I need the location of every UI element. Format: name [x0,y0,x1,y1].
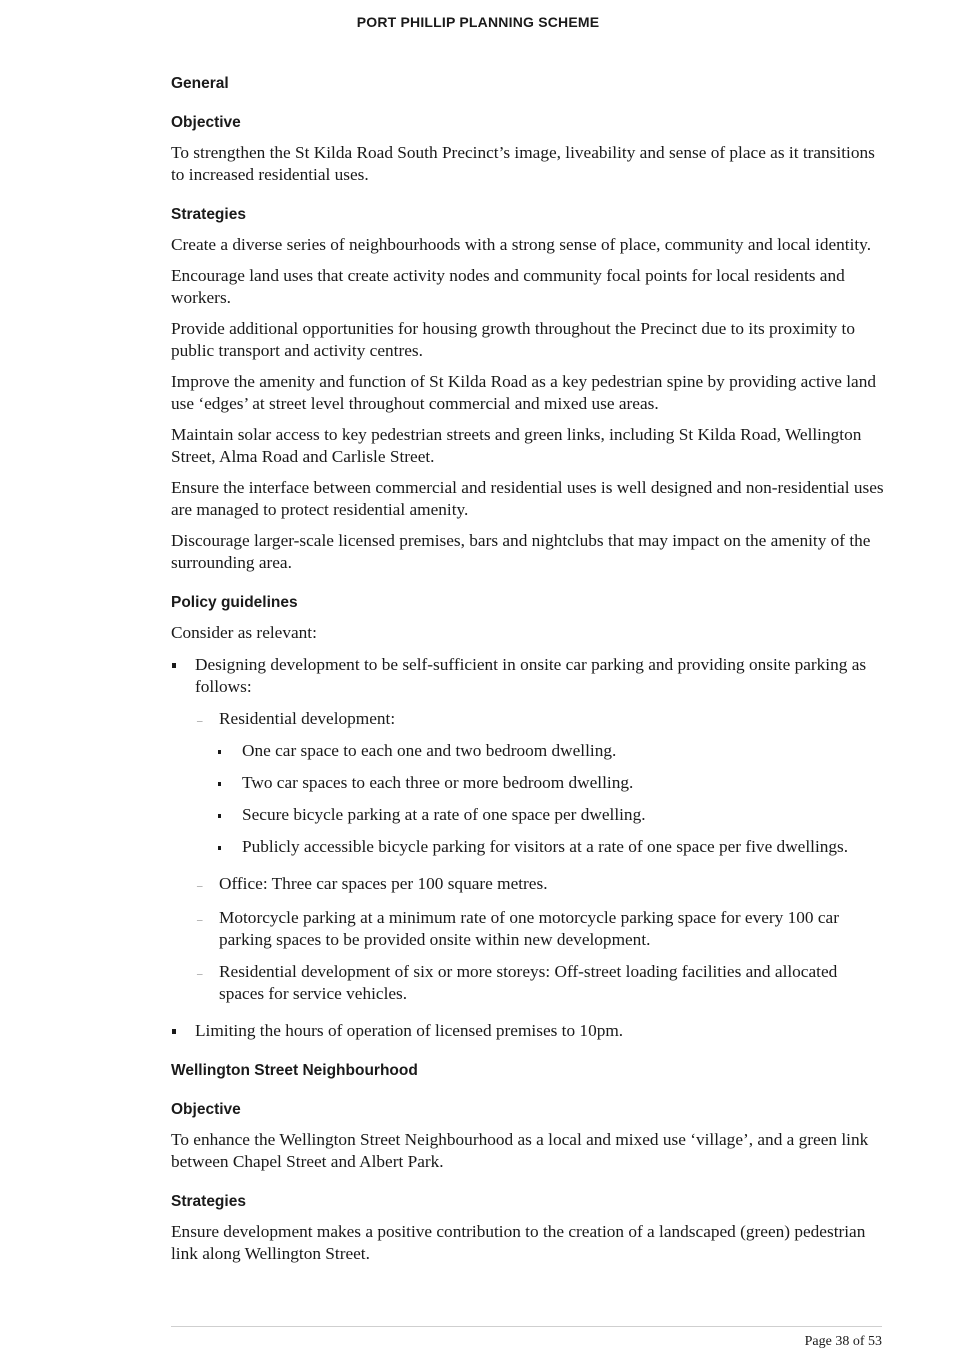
objective-text: To strengthen the St Kilda Road South Precinct’s image, liveability and sense of place as it transitions to increased residential uses. [171,143,875,184]
strategy-paragraph: Encourage land uses that create activity nodes and community focal points for local residents and workers. [171,266,845,307]
nested-list-item-text: Secure bicycle parking at a rate of one space per dwelling. [242,805,646,824]
sub-list-item [171,708,885,730]
objective-heading: Objective [171,114,241,131]
dot-bullet-icon [218,846,221,850]
strategy-paragraph: Create a diverse series of neighbourhoods with a strong sense of place, community and local identity. [171,235,872,254]
page-number: Page 38 of 53 [804,1334,882,1349]
nested-list-item [171,836,885,858]
document-body [171,74,885,1265]
section-heading-wellington: Wellington Street Neighbourhood [171,1062,418,1079]
page-header: PORT PHILLIP PLANNING SCHEME [356,14,600,30]
footer-divider [171,1326,882,1327]
nested-list-item-text: One car space to each one and two bedroom dwelling. [242,741,617,760]
nested-list-item [171,772,885,794]
strategy-paragraph: Improve the amenity and function of St Kilda Road as a key pedestrian spine by providing active land use ‘edges’ at street level throughout commercial and mixed use areas. [171,372,876,413]
strategies-heading: Strategies [171,206,246,223]
sub-list-item-text: Office: Three car spaces per 100 square metres. [219,874,548,893]
strategy-paragraph: Maintain solar access to key pedestrian streets and green links, including St Kilda Road, Wellington Street, Alma Road and Carlisle Street. [171,425,862,466]
square-bullet-icon [172,1029,176,1034]
nested-list-item [171,804,885,826]
list-item [171,654,885,698]
dot-bullet-icon [218,814,221,818]
objective-heading: Objective [171,1101,241,1118]
strategies-heading: Strategies [171,1193,246,1210]
dot-bullet-icon [218,750,221,754]
nested-list-item [171,740,885,762]
nested-list-item-text: Publicly accessible bicycle parking for visitors at a rate of one space per five dwellings. [242,837,849,856]
square-bullet-icon [172,663,176,668]
policy-intro: Consider as relevant: [171,623,317,642]
list-item-text: Limiting the hours of operation of licensed premises to 10pm. [195,1021,624,1040]
dot-bullet-icon [218,782,221,786]
dash-bullet-icon: – [197,914,203,926]
objective-text: To enhance the Wellington Street Neighbourhood as a local and mixed use ‘village’, and a green link between Chapel Street and Albert Park. [171,1130,869,1171]
sub-list-item [171,961,885,1005]
strategy-paragraph: Discourage larger-scale licensed premises, bars and nightclubs that may impact on the amenity of the surrounding area. [171,531,871,572]
section-heading-general: General [171,75,229,92]
dash-bullet-icon: – [197,880,203,892]
policy-guidelines-heading: Policy guidelines [171,594,298,611]
sub-list-item [171,907,885,951]
sub-list-item [171,873,885,895]
sub-list-item-text: Motorcycle parking at a minimum rate of one motorcycle parking space for every 100 car parking spaces to be provided onsite within new development. [219,908,839,949]
dash-bullet-icon: – [197,715,203,727]
strategy-paragraph: Ensure development makes a positive contribution to the creation of a landscaped (green) pedestrian link along Wellington Street. [171,1222,866,1263]
strategy-paragraph: Ensure the interface between commercial and residential uses is well designed and non-residential uses are managed to protect residential amenity. [171,478,884,519]
strategy-paragraph: Provide additional opportunities for housing growth throughout the Precinct due to its proximity to public transport and activity centres. [171,319,855,360]
dash-bullet-icon: – [197,968,203,980]
list-item [171,1020,885,1042]
sub-list-item-text: Residential development: [219,709,396,728]
list-item-text: Designing development to be self-sufficient in onsite car parking and providing onsite parking as follows: [195,655,867,696]
sub-list-item-text: Residential development of six or more storeys: Off-street loading facilities and allocated spaces for service vehicles. [219,962,838,1003]
nested-list-item-text: Two car spaces to each three or more bedroom dwelling. [242,773,634,792]
